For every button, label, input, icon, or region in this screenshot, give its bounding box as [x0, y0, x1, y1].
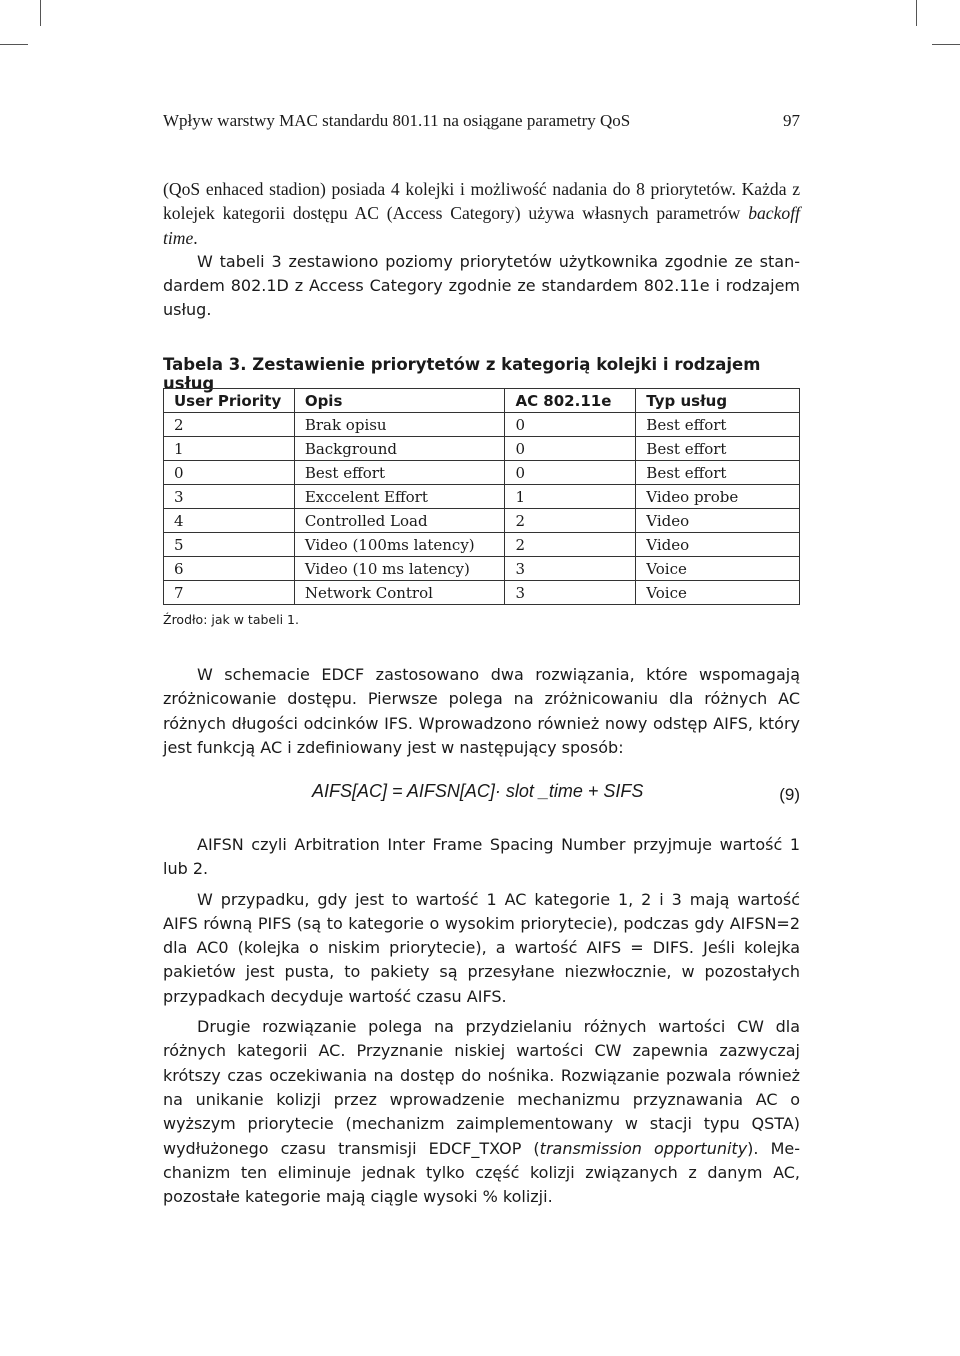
cell: Voice: [636, 581, 800, 605]
cell: Background: [294, 437, 505, 461]
crop-mark-top-right: [916, 0, 917, 26]
aifsn-paragraph: AIFSN czyli Arbitration Inter Frame Spacing Number przyjmuje wartość 1 lub 2.: [163, 835, 800, 879]
cw-paragraph: [163, 1015, 800, 1209]
aifs-section: [163, 833, 800, 1209]
cw-text-end: ). Mechanizm ten eliminuje jednak tylko część kolizji związanych z danym AC, pozostałe kategorie mają ciągle wysoki % kolizji.: [163, 1138, 800, 1207]
cell: 0: [164, 461, 295, 485]
running-title: Wpływ warstwy MAC standardu 801.11 na osiągane parametry QoS: [163, 111, 631, 130]
cell: 6: [164, 557, 295, 581]
intro-p1-end: .: [193, 227, 198, 248]
header-ac: AC 802.11e: [505, 389, 636, 413]
header-opis: Opis: [294, 389, 505, 413]
intro-p1-italic: backoff time: [163, 203, 800, 248]
table-row: [164, 557, 800, 581]
table-row: [164, 461, 800, 485]
cell: Video (10 ms latency): [294, 557, 505, 581]
cell: Voice: [636, 557, 800, 581]
cell: 2: [164, 413, 295, 437]
cell: 4: [164, 509, 295, 533]
table-row: [164, 437, 800, 461]
equation-number: (9): [779, 785, 800, 804]
intro-paragraph-1: [163, 177, 800, 250]
cw-text-italic: transmission opportunity: [539, 1138, 748, 1158]
cell: 1: [164, 437, 295, 461]
intro-paragraph-2: W tabeli 3 zestawiono poziomy priorytetów użytkownika zgodnie ze standardem 802.1D z Access Category zgodnie ze standardem 802.11e i rodzajem usług.: [163, 251, 800, 320]
crop-mark-right-top: [932, 44, 960, 45]
table-header-row: [164, 389, 800, 413]
equation-formula: AIFS[AC] = AIFSN[AC]· slot _time + SIFS: [312, 781, 644, 801]
cell: 7: [164, 581, 295, 605]
cell: 3: [505, 557, 636, 581]
cell: 0: [505, 461, 636, 485]
table-row: [164, 485, 800, 509]
table-source-note: Źrodło: jak w tabeli 1.: [163, 612, 299, 627]
cell: Best effort: [294, 461, 505, 485]
cell: 3: [505, 581, 636, 605]
edcf-paragraph: W schemacie EDCF zastosowano dwa rozwiązania, które wspomagają zróżnicowanie dostępu. Pierwsze polega na zróżnicowaniu dla różnych AC różnych długości odcinków IFS. Wprowadzono również nowy odstęp AIFS, który jest funkcją AC i zdefiniowany jest w następujący sposób:: [163, 665, 800, 757]
cell: Brak opisu: [294, 413, 505, 437]
cell: Video (100ms latency): [294, 533, 505, 557]
header-typ-uslug: Typ usług: [636, 389, 800, 413]
cell: 2: [505, 509, 636, 533]
table-row: [164, 581, 800, 605]
cell: Best effort: [636, 461, 800, 485]
cell: 5: [164, 533, 295, 557]
table-caption: Tabela 3. Zestawienie priorytetów z kategorią kolejki i rodzajem usług: [163, 355, 761, 393]
intro-p1-text: (QoS enhaced stadion) posiada 4 kolejki i możliwość nadania do 8 priorytetów. Każda z kolejek kategorii dostępu AC (Access Category) używa własnych parametrów: [163, 179, 800, 224]
intro-section: [163, 177, 800, 323]
cell: 1: [505, 485, 636, 509]
edcf-section: [163, 663, 800, 760]
cw-text-start: Drugie rozwiązanie polega na przydzielaniu różnych wartości CW dla różnych kategorii AC. Przyznanie niskiej wartości CW zapewnia zazwyczaj krótszy czas oczekiwania na dostęp do nośnika. Rozwiązanie pozwala również na unikanie kolizji przez wprowadzenie mechanizmu przyznawania AC o wyższym priorytecie (mechanizm zaimplementowany w stacji typu QSTA) wydłużonego czasu transmisji EDCF_TXOP (: [163, 1017, 800, 1158]
header-user-priority: User Priority: [164, 389, 295, 413]
table-row: [164, 509, 800, 533]
running-header: [163, 111, 800, 131]
cell: Video: [636, 533, 800, 557]
cell: Best effort: [636, 413, 800, 437]
case-paragraph: W przypadku, gdy jest to wartość 1 AC kategorie 1, 2 i 3 mają wartość AIFS równą PIFS (są to kategorie o wysokim priorytecie), podczas gdy AIFSN=2 dla AC0 (kolejka o niskim priorytecie), a wartość AIFS = DIFS. Jeśli kolejka pakietów jest pusta, to pakiety są przesyłane niezwłocznie, w pozostałych przypadkach decyduje wartość czasu AIFS.: [163, 889, 800, 1006]
table-row: [164, 413, 800, 437]
cell: Network Control: [294, 581, 505, 605]
cell: 0: [505, 413, 636, 437]
cell: Video: [636, 509, 800, 533]
cell: Controlled Load: [294, 509, 505, 533]
page-number: 97: [783, 111, 800, 130]
cell: Exccelent Effort: [294, 485, 505, 509]
priority-table: [163, 388, 800, 605]
crop-mark-left-top: [0, 44, 28, 45]
cell: 0: [505, 437, 636, 461]
cell: 2: [505, 533, 636, 557]
cell: Best effort: [636, 437, 800, 461]
table-row: [164, 533, 800, 557]
crop-mark-top-left: [40, 0, 41, 26]
cell: Video probe: [636, 485, 800, 509]
cell: 3: [164, 485, 295, 509]
